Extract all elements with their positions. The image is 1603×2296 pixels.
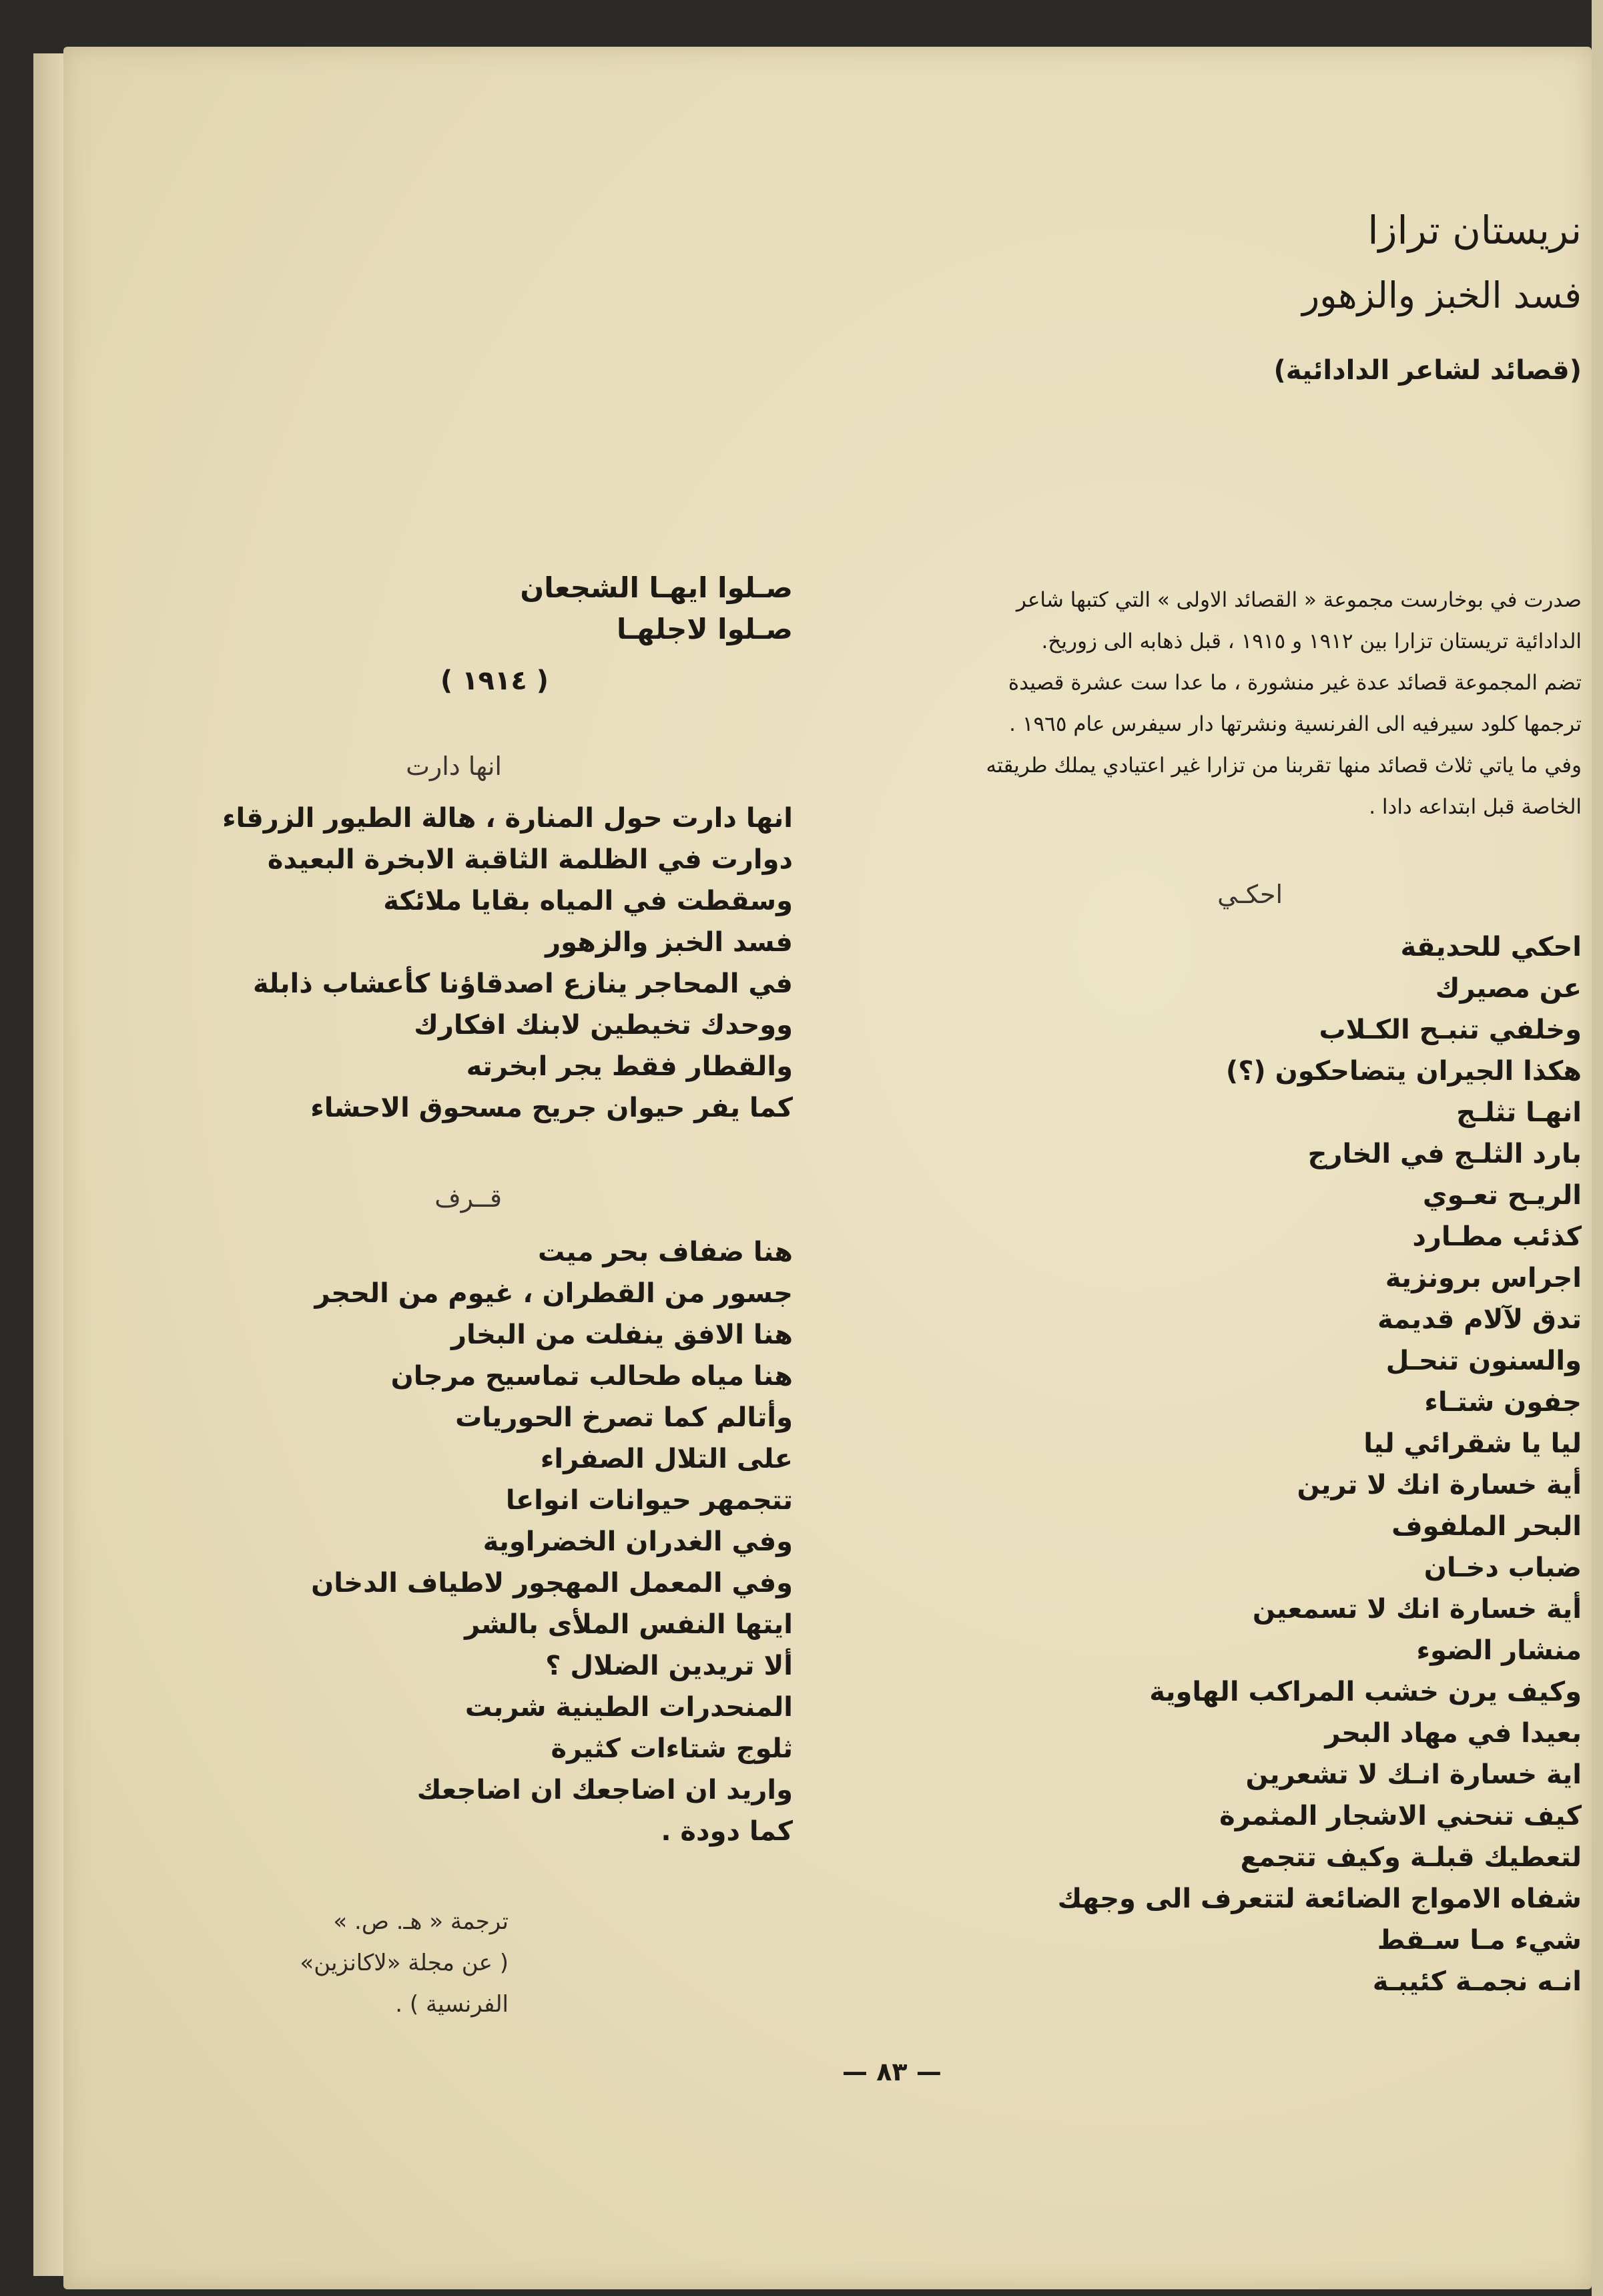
intro-line: صدرت في بوخارست مجموعة « القصائد الاولى » التي كتبها شاعر: [1016, 588, 1582, 612]
page-edge: [1592, 0, 1603, 2296]
poem-line: انـه نجمـة كئيبـة: [1372, 1966, 1582, 1997]
poem-line: منشار الضوء: [1416, 1635, 1582, 1666]
poem-qaraf: [311, 1231, 793, 1852]
poem-line: لتعطيك قبلـة وكيف تتجمع: [1240, 1842, 1582, 1873]
poem-line: انهـا تثلـج: [1456, 1097, 1582, 1128]
credit-line: الفرنسية ) .: [395, 1991, 509, 2018]
poem-line: اية خسارة انـك لا تشعرين: [1245, 1759, 1582, 1790]
poem-line: ايتها النفس الملأى بالشر: [464, 1609, 793, 1640]
poem-line: والسنون تنحـل: [1385, 1346, 1582, 1376]
intro-paragraph: [914, 579, 1582, 828]
poem-line: هكذا الجيران يتضاحكون (؟): [1225, 1056, 1582, 1087]
credit-line: ( عن مجلة «لاكانزين»: [300, 1950, 509, 1976]
poem-line: وخلفي تنبـح الكـلاب: [1319, 1015, 1582, 1045]
credit-line: ترجمة « هـ. ص. »: [333, 1908, 509, 1935]
poem-line: وكيف يرن خشب المراكب الهاوية: [1149, 1677, 1582, 1707]
poem-line: ليا يا شقرائي ليا: [1363, 1428, 1582, 1459]
left-heading-line: صـلوا لاجلهـا: [617, 613, 793, 645]
poem-qaraf-title: قــرف: [434, 1183, 502, 1213]
poem-line: هنا الافق ينفلت من البخار: [450, 1320, 793, 1350]
poem-line: ووحدك تخيطين لابنك افكارك: [414, 1010, 793, 1041]
poem-line: شفاه الامواج الضائعة لتتعرف الى وجهك: [1057, 1884, 1582, 1914]
poem-innaha: [222, 798, 793, 1129]
poem-line: واريد ان اضاجعك ان اضاجعك: [416, 1775, 793, 1805]
poem-line: انها دارت حول المنارة ، هالة الطيور الزرقاء: [222, 803, 793, 834]
poem-line: فسد الخبز والزهور: [545, 927, 793, 958]
poem-line: كما دودة .: [661, 1816, 793, 1847]
page-tagline: (قصائد لشاعر الدادائية): [1273, 355, 1582, 386]
poem-line: البحر الملفوف: [1391, 1511, 1582, 1542]
poem-line: بارد الثلـج في الخارج: [1307, 1139, 1582, 1169]
poem-line: هنا مياه طحالب تماسيح مرجان: [390, 1361, 793, 1392]
poem-line: ألا تريدين الضلال ؟: [545, 1651, 793, 1681]
poem-line: بعيدا في مهاد البحر: [1325, 1718, 1582, 1749]
year-label: ( ١٩١٤ ): [440, 665, 549, 696]
poem-line: دوارت في الظلمة الثاقبة الابخرة البعيدة: [267, 844, 793, 875]
poem-line: الريـح تعـوي: [1422, 1180, 1582, 1211]
poem-line: احكي للحديقة: [1400, 932, 1582, 962]
poem-line: على التلال الصفراء: [540, 1444, 793, 1474]
intro-line: الدادائية تريستان تزارا بين ١٩١٢ و ١٩١٥ ، قبل ذهابه الى زوريخ.: [1041, 629, 1582, 653]
poem-ahki-title: احكـي: [1217, 880, 1283, 909]
poem-line: تتجمهر حيوانات انواعا: [505, 1485, 793, 1516]
poem-line: تدق لآلام قديمة: [1377, 1304, 1582, 1335]
poem-line: والقطار فقط يجر ابخرته: [466, 1051, 793, 1082]
poem-line: وسقطت في المياه بقايا ملائكة: [383, 886, 793, 916]
poem-line: المنحدرات الطينية شربت: [464, 1692, 793, 1723]
translation-credit: [300, 1901, 509, 2025]
poem-line: كذئب مطـارد: [1412, 1221, 1582, 1252]
poem-line: ضباب دخـان: [1423, 1552, 1582, 1583]
intro-line: الخاصة قبل ابتداعه دادا .: [1369, 795, 1582, 819]
intro-line: ترجمها كلود سيرفيه الى الفرنسية ونشرتها دار سيفرس عام ١٩٦٥ .: [1009, 712, 1582, 736]
poem-line: أية خسارة انك لا تسمعين: [1252, 1594, 1582, 1625]
intro-line: تضم المجموعة قصائد عدة غير منشورة ، ما عدا ست عشرة قصيدة: [1008, 671, 1582, 695]
poem-line: اجراس برونزية: [1385, 1263, 1582, 1294]
poem-line: شيء مـا سـقط: [1377, 1925, 1582, 1956]
poem-line: كيف تنحني الاشجار المثمرة: [1219, 1801, 1582, 1831]
poem-line: في المحاجر ينازع اصدقاؤنا كأعشاب ذابلة: [252, 968, 793, 999]
left-heading-line: صـلوا ايهـا الشجعان: [520, 571, 793, 604]
page-number: — ٨٣ —: [842, 2057, 942, 2086]
poem-line: وأتالم كما تصرخ الحوريات: [455, 1402, 793, 1433]
poem-innaha-title: انها دارت: [406, 752, 502, 781]
book-spine: [33, 53, 67, 2276]
intro-line: وفي ما ياتي ثلاث قصائد منها تقربنا من تزارا غير اعتيادي يملك طريقته: [986, 754, 1582, 778]
poem-line: وفي المعمل المهجور لاطياف الدخان: [311, 1568, 793, 1599]
poem-line: كما يفر حيوان جريح مسحوق الاحشاء: [310, 1093, 793, 1123]
page-subtitle: فسد الخبز والزهور: [1302, 274, 1582, 316]
page-title: نريستان ترازا: [1367, 208, 1582, 253]
left-heading: [520, 567, 793, 650]
poem-line: جفون شتـاء: [1424, 1387, 1582, 1418]
poem-line: عن مصيرك: [1435, 973, 1582, 1004]
poem-line: وفي الغدران الخضراوية: [483, 1526, 793, 1557]
poem-line: أية خسارة انك لا ترين: [1297, 1470, 1582, 1500]
poem-ahki: [1058, 926, 1582, 2002]
poem-line: ثلوج شتاءات كثيرة: [551, 1733, 793, 1764]
poem-line: جسور من القطران ، غيوم من الحجر: [314, 1278, 793, 1309]
poem-line: هنا ضفاف بحر ميت: [538, 1237, 793, 1267]
